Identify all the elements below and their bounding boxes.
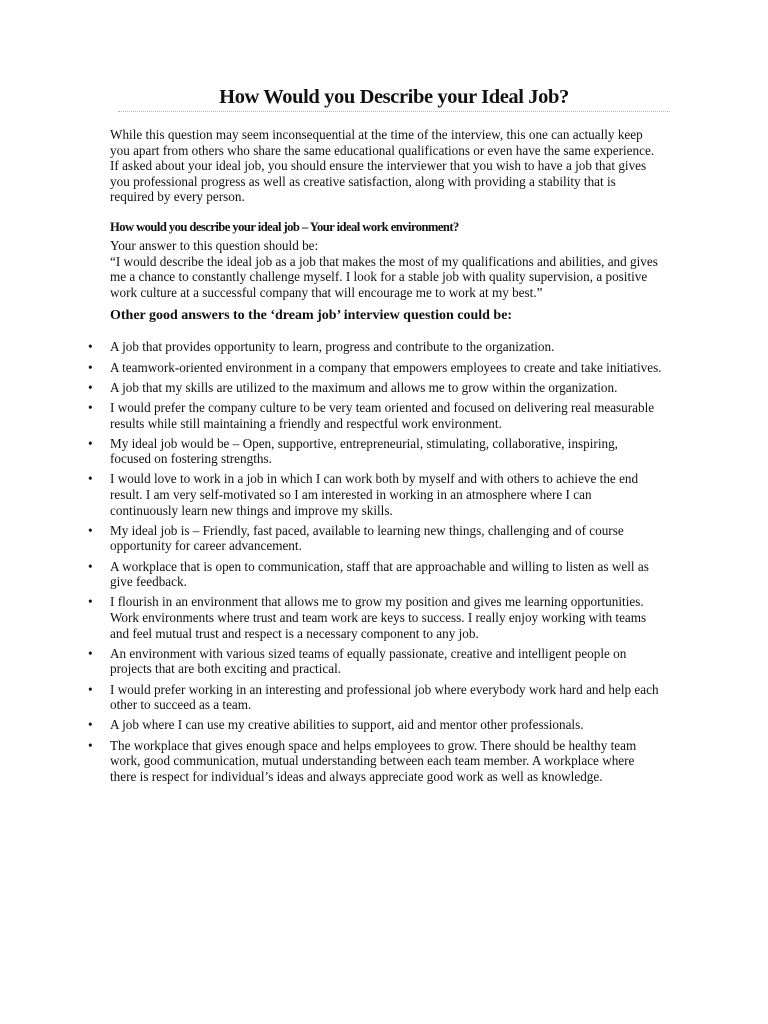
bullet-icon: •: [88, 435, 93, 451]
bullet-icon: •: [88, 522, 93, 538]
answer-quote-text: “I would describe the ideal job as a job that makes the most of my qualifications and abilities, and gives me a chance to constantly challenge myself. I look for a stable job with quality supervision, a positive work culture at a successful company that will encourage me to work at my best.”: [110, 253, 658, 300]
bullet-icon: •: [88, 471, 93, 487]
section-subheading: How would you describe your ideal job – Your ideal work environment?: [110, 219, 459, 234]
bullet-icon: •: [88, 645, 93, 661]
intro-paragraph: While this question may seem inconsequential at the time of the interview, this one can actually keep you apart from others who share the same educational qualifications or even have the same experience. If asked about your ideal job, you should ensure the interviewer that you wish to have a job that gives you professional progress as well as creative satisfaction, along with providing a stability that is required by every person.: [110, 127, 655, 205]
list-item-text: I would prefer working in an interesting and professional job where everybody work hard and help each other to succeed as a team.: [110, 681, 659, 713]
list-item-text: A teamwork-oriented environment in a company that empowers employees to create and take initiatives.: [110, 359, 662, 375]
list-item-text: My ideal job would be – Open, supportive, entrepreneurial, stimulating, collaborative, inspiring, focused on fostering strengths.: [110, 435, 618, 467]
list-item: [88, 738, 662, 785]
bullet-icon: •: [88, 681, 93, 697]
list-item-text: I would love to work in a job in which I can work both by myself and with others to achieve the end result. I am very self-motivated so I am interested in working in an atmosphere where I can continuously learn new things and improve my skills.: [110, 471, 639, 518]
list-item: [88, 594, 662, 641]
list-item-text: A job where I can use my creative abilities to support, aid and mentor other professionals.: [110, 717, 584, 733]
bullet-icon: •: [88, 594, 93, 610]
list-item: [88, 559, 662, 590]
answers-list: [88, 339, 662, 784]
list-item: [88, 339, 662, 355]
document-page: [88, 86, 662, 789]
list-item-text: My ideal job is – Friendly, fast paced, available to learning new things, challenging and of course opportunity for career advancement.: [110, 522, 624, 554]
other-answers-heading: Other good answers to the ‘dream job’ interview question could be:: [110, 308, 513, 324]
list-item: [88, 523, 662, 554]
list-item-text: A workplace that is open to communication, staff that are approachable and willing to listen as well as give feedback.: [110, 558, 649, 590]
bullet-icon: •: [88, 379, 93, 395]
list-item-text: A job that my skills are utilized to the maximum and allows me to grow within the organization.: [110, 379, 618, 395]
list-item: [88, 400, 662, 431]
list-item-text: I flourish in an environment that allows me to grow my position and gives me learning opportunities. Work environments where trust and team work are keys to success. I really enjoy working with teams and feel mutual trust and respect is a necessary component to any job.: [110, 594, 647, 641]
list-item: [88, 717, 662, 733]
bullet-icon: •: [88, 339, 93, 355]
bullet-icon: •: [88, 717, 93, 733]
list-item-text: A job that provides opportunity to learn, progress and contribute to the organization.: [110, 339, 555, 355]
list-item-text: I would prefer the company culture to be very team oriented and focused on delivering real measurable results while still maintaining a friendly and respectful work environment.: [110, 399, 655, 431]
bullet-icon: •: [88, 558, 93, 574]
list-item-text: An environment with various sized teams of equally passionate, creative and intelligent people on projects that are both exciting and practical.: [110, 645, 627, 677]
list-item-text: The workplace that gives enough space and helps employees to grow. There should be healthy team work, good communication, mutual understanding between each team member. A workplace where there is respect for individual’s ideas and always appreciate good work as well as knowledge.: [110, 737, 637, 784]
bullet-icon: •: [88, 399, 93, 415]
list-item: [88, 646, 662, 677]
bullet-icon: •: [88, 737, 93, 753]
bullet-icon: •: [88, 359, 93, 375]
page-title: How Would you Describe your Ideal Job?: [118, 86, 670, 112]
list-item: [88, 436, 662, 467]
answer-lead-text: Your answer to this question should be:: [110, 237, 319, 253]
list-item: [88, 682, 662, 713]
list-item: [88, 360, 662, 376]
list-item: [88, 471, 662, 518]
list-item: [88, 380, 662, 396]
